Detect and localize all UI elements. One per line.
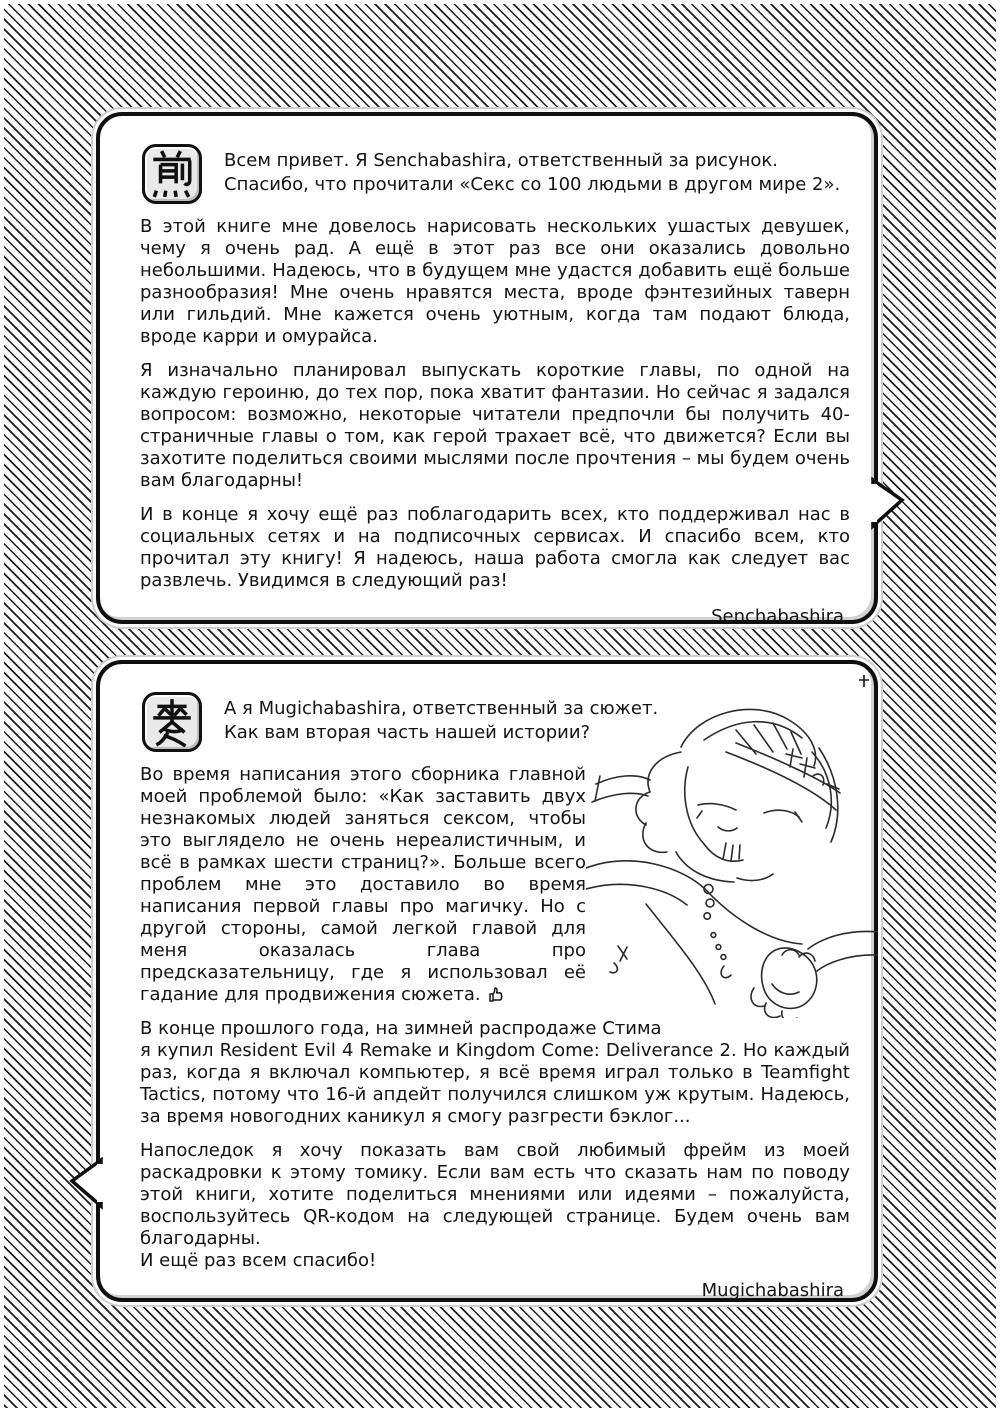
mugi-kanji-glyph bbox=[149, 697, 195, 747]
thanks-line: И ещё раз всем спасибо! bbox=[140, 1250, 377, 1271]
speech-bubble-mugicha bbox=[96, 660, 878, 1302]
header-line: Как вам вторая часть нашей истории? bbox=[224, 722, 591, 743]
signature-mugicha: Mugichabashira bbox=[701, 1280, 844, 1301]
thumbs-up-icon bbox=[487, 985, 505, 1003]
bubble-header bbox=[140, 144, 850, 204]
paragraph: В этой книге мне довелось нарисовать нескольких ушастых девушек, чему я очень рад. А ещё в этот раз все они оказались довольно небольшими. Надеюсь, что в будущем мне удастся добавить ещё больше разнообразия! Мне очень нравятся места, вроде фэнтезийных таверн или гильдий. Мне кажется очень уютным, когда там подают блюда, вроде карри и омурайса. bbox=[140, 216, 850, 347]
sen-kanji-glyph bbox=[149, 149, 195, 199]
header-line: А я Mugichabashira, ответственный за сюжет. bbox=[224, 698, 659, 719]
sen-kanji-icon bbox=[142, 144, 202, 204]
steam-line: В конце прошлого года, на зимней распродаже Стима bbox=[140, 1018, 662, 1039]
paragraph: Напоследок я хочу показать вам свой любимый фрейм из моей раскадровки к этому томику. Если вам есть что сказать нам по поводу этой книги, хотите поделиться мнениями или идеями – пожалуйста, воспользуйтесь QR-кодом на следующей странице. Будем очень вам благодарны. bbox=[140, 1140, 850, 1249]
signature-sencha: Senchabashira bbox=[711, 606, 844, 627]
stray-pen-mark bbox=[858, 672, 870, 694]
header-line: Всем привет. Я Senchabashira, ответственный за рисунок. bbox=[224, 150, 778, 171]
speech-bubble-sencha bbox=[96, 112, 878, 627]
paragraph: я купил Resident Evil 4 Remake и Kingdom Come: Deliverance 2. Но каждый раз, когда я включал компьютер, я всё время играл только в Teamfight Tactics, потому что 16-й апдейт получился слишком уж крутым. Надеюсь, за время новогодних каникул я смогу разгрести бэклог... bbox=[140, 1040, 850, 1127]
header-line: Спасибо, что прочитали «Секс со 100 людьми в другом мире 2». bbox=[224, 174, 841, 195]
paragraph-text: Во время написания этого сборника главной моей проблемой было: «Как заставить двух незнакомых людей заняться сексом, чтобы это выглядело не очень нереалистичным, и всё в рамках шести страниц?». Больше всего проблем мне это доставило во время написания первой главы про магичку. Но с другой стороны, самой легкой главой для меня оказалась глава про предсказательницу, где я использовал её гадание для продвижения сюжета. bbox=[140, 764, 586, 1005]
mugi-kanji-icon bbox=[142, 692, 202, 752]
paragraph: Я изначально планировал выпускать короткие главы, по одной на каждую героиню, до тех пор, пока хватит фантазии. Но сейчас я задался вопросом: возможно, некоторые читатели предпочли бы получить 40-страничные главы о том, как герой трахает всё, что движется? Если вы захотите поделиться своими мыслями после прочтения – мы будем очень вам благодарны! bbox=[140, 360, 850, 491]
bubble-tail-left bbox=[68, 1156, 102, 1210]
bubble-header bbox=[140, 692, 659, 752]
bubble-tail-right bbox=[872, 476, 906, 530]
paragraph: И в конце я хочу ещё раз поблагодарить всех, кто поддерживал нас в социальных сетях и на подписочных сервисах. И спасибо всем, кто прочитал эту книгу! Я надеюсь, наша работа смогла как следует вас развлечь. Увидимся в следующий раз! bbox=[140, 504, 850, 591]
